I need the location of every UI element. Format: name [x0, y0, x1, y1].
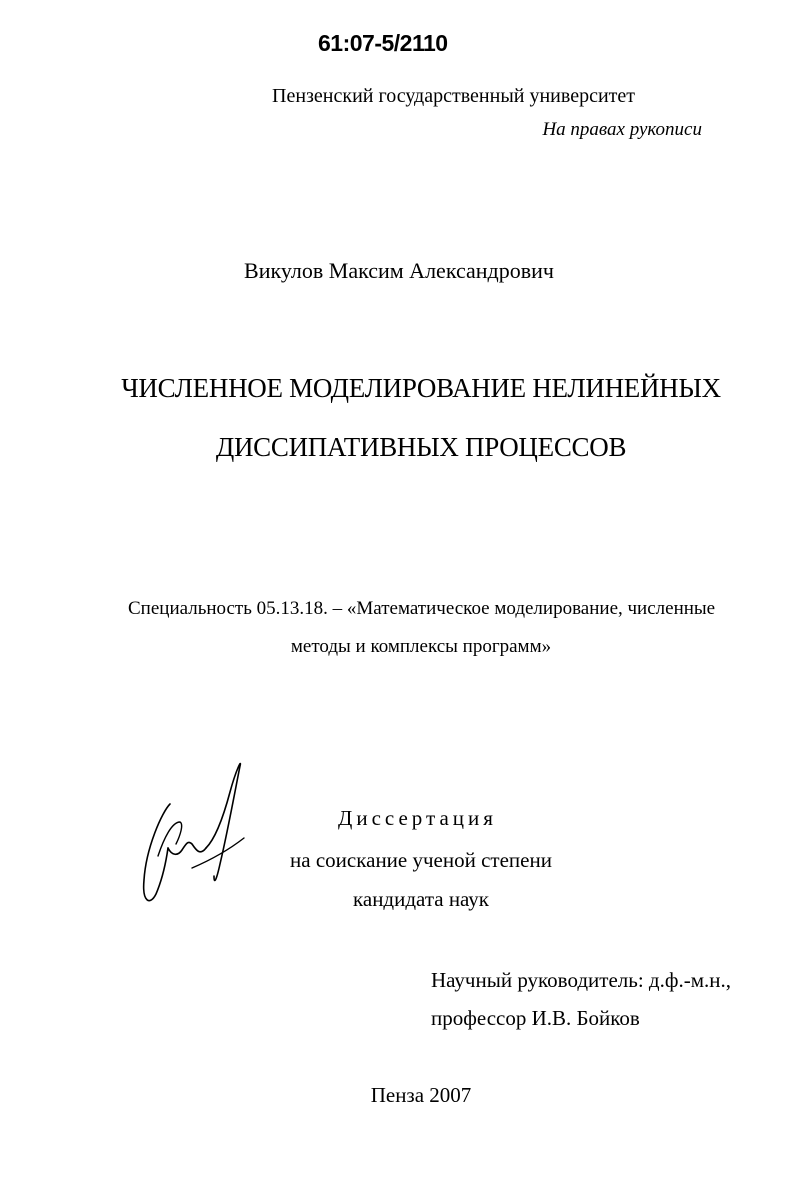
specialty-line-2: методы и комплексы программ»	[290, 636, 552, 657]
specialty-line-1: Специальность 05.13.18. – «Математическое моделирование, численные	[128, 598, 716, 619]
title-line-2: ДИССИПАТИВНЫХ ПРОЦЕССОВ	[215, 432, 627, 462]
degree-line: на соискание ученой степени	[290, 848, 552, 872]
author-name: Викулов Максим Александрович	[244, 258, 554, 283]
city-year: Пенза 2007	[370, 1083, 472, 1107]
university-name: Пензенский государственный университет	[272, 85, 636, 107]
dissertation-label: Диссертация	[338, 806, 497, 830]
degree-name: кандидата наук	[352, 887, 490, 911]
manuscript-note: На правах рукописи	[542, 119, 702, 140]
catalog-code: 61:07-5/2110	[318, 30, 448, 56]
supervisor-line-2: профессор И.В. Бойков	[431, 1006, 640, 1030]
title-line-1: ЧИСЛЕННОЕ МОДЕЛИРОВАНИЕ НЕЛИНЕЙНЫХ	[121, 373, 721, 403]
supervisor-line-1: Научный руководитель: д.ф.-м.н.,	[431, 968, 731, 992]
